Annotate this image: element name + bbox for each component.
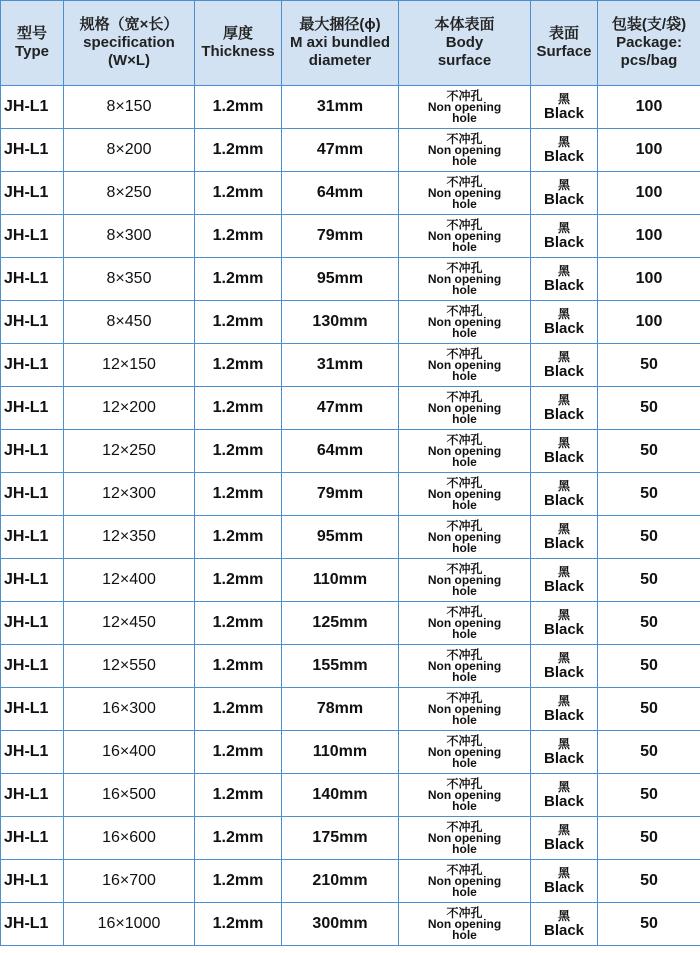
body-surface-en2: hole <box>452 927 477 942</box>
cell-type: JH-L1 <box>1 903 64 946</box>
table-row <box>1 129 700 172</box>
body-surface-en2: hole <box>452 153 477 168</box>
body-surface-cn: 不冲孔 <box>446 346 483 361</box>
cell-type: JH-L1 <box>1 645 64 688</box>
header-surface-en: Surface <box>536 43 592 60</box>
surface-color-en: Black <box>543 233 585 251</box>
cell-diameter: 125mm <box>282 602 399 645</box>
body-surface-cn: 不冲孔 <box>446 604 483 619</box>
cell-body-surface <box>399 559 531 602</box>
cell-package: 100 <box>598 301 700 344</box>
table-row <box>1 430 700 473</box>
body-surface-en1: Non opening <box>427 744 502 759</box>
body-surface-en2: hole <box>452 798 477 813</box>
table-row <box>1 473 700 516</box>
surface-color-cn: 黑 <box>557 306 570 321</box>
body-surface-en2: hole <box>452 540 477 555</box>
surface-color-cn: 黑 <box>557 865 570 880</box>
surface-color-en: Black <box>543 448 585 466</box>
body-surface-cn: 不冲孔 <box>446 217 483 232</box>
table-row <box>1 344 700 387</box>
body-surface-cn: 不冲孔 <box>446 518 483 533</box>
cell-package: 100 <box>598 86 700 129</box>
body-surface-cn: 不冲孔 <box>446 776 483 791</box>
header-surface-cn: 表面 <box>548 25 579 42</box>
cell-diameter: 140mm <box>282 774 399 817</box>
cell-spec: 16×1000 <box>64 903 195 946</box>
cell-package: 50 <box>598 344 700 387</box>
cell-type: JH-L1 <box>1 516 64 559</box>
cell-spec: 12×550 <box>64 645 195 688</box>
header-body-surface <box>399 1 531 86</box>
cell-type: JH-L1 <box>1 172 64 215</box>
cell-thickness: 1.2mm <box>195 473 282 516</box>
cell-spec: 8×350 <box>64 258 195 301</box>
cell-spec: 12×150 <box>64 344 195 387</box>
cell-package: 100 <box>598 258 700 301</box>
cell-body-surface <box>399 473 531 516</box>
cell-thickness: 1.2mm <box>195 817 282 860</box>
cell-thickness: 1.2mm <box>195 602 282 645</box>
surface-color-cn: 黑 <box>557 564 570 579</box>
cell-surface-color <box>531 215 598 258</box>
cell-diameter: 175mm <box>282 817 399 860</box>
surface-color-cn: 黑 <box>557 177 570 192</box>
header-row <box>1 1 700 86</box>
surface-color-en: Black <box>543 835 585 853</box>
cell-surface-color <box>531 774 598 817</box>
surface-color-cn: 黑 <box>557 478 570 493</box>
surface-color-cn: 黑 <box>557 908 570 923</box>
cell-spec: 12×200 <box>64 387 195 430</box>
cell-body-surface <box>399 645 531 688</box>
cell-diameter: 78mm <box>282 688 399 731</box>
header-thickness-en: Thickness <box>201 43 275 60</box>
cell-spec: 8×300 <box>64 215 195 258</box>
cell-surface-color <box>531 602 598 645</box>
cell-surface-color <box>531 473 598 516</box>
header-package-cn: 包装(支/袋) <box>611 16 687 33</box>
table-row <box>1 516 700 559</box>
body-surface-en2: hole <box>452 669 477 684</box>
cell-spec: 12×250 <box>64 430 195 473</box>
body-surface-en1: Non opening <box>427 400 502 415</box>
cell-diameter: 95mm <box>282 516 399 559</box>
cell-surface-color <box>531 860 598 903</box>
cell-diameter: 155mm <box>282 645 399 688</box>
header-spec-cn: 规格（宽×长） <box>79 16 179 33</box>
table-row <box>1 559 700 602</box>
cell-package: 50 <box>598 645 700 688</box>
cell-body-surface <box>399 430 531 473</box>
cell-surface-color <box>531 516 598 559</box>
surface-color-cn: 黑 <box>557 822 570 837</box>
surface-color-cn: 黑 <box>557 134 570 149</box>
table-row <box>1 602 700 645</box>
header-diameter <box>282 1 399 86</box>
body-surface-en2: hole <box>452 368 477 383</box>
cell-thickness: 1.2mm <box>195 645 282 688</box>
cell-body-surface <box>399 903 531 946</box>
body-surface-cn: 不冲孔 <box>446 88 483 103</box>
header-body-cn: 本体表面 <box>434 16 495 33</box>
cell-package: 50 <box>598 860 700 903</box>
cell-spec: 12×350 <box>64 516 195 559</box>
surface-color-cn: 黑 <box>557 392 570 407</box>
cell-package: 50 <box>598 430 700 473</box>
cell-package: 50 <box>598 731 700 774</box>
cell-type: JH-L1 <box>1 817 64 860</box>
cell-package: 50 <box>598 387 700 430</box>
cell-thickness: 1.2mm <box>195 258 282 301</box>
surface-color-cn: 黑 <box>557 607 570 622</box>
cell-surface-color <box>531 172 598 215</box>
table-row <box>1 258 700 301</box>
body-surface-en2: hole <box>452 755 477 770</box>
cell-spec: 8×150 <box>64 86 195 129</box>
cell-diameter: 130mm <box>282 301 399 344</box>
cell-diameter: 110mm <box>282 559 399 602</box>
surface-color-en: Black <box>543 663 585 681</box>
cell-package: 100 <box>598 129 700 172</box>
cell-body-surface <box>399 774 531 817</box>
cell-surface-color <box>531 430 598 473</box>
table-header <box>1 1 700 86</box>
body-surface-en1: Non opening <box>427 916 502 931</box>
cell-package: 50 <box>598 559 700 602</box>
body-surface-cn: 不冲孔 <box>446 389 483 404</box>
body-surface-en1: Non opening <box>427 658 502 673</box>
cell-diameter: 31mm <box>282 344 399 387</box>
table-row <box>1 645 700 688</box>
surface-color-en: Black <box>543 276 585 294</box>
cell-surface-color <box>531 344 598 387</box>
header-type-cn: 型号 <box>16 25 47 42</box>
body-surface-cn: 不冲孔 <box>446 862 483 877</box>
body-surface-cn: 不冲孔 <box>446 432 483 447</box>
body-surface-en2: hole <box>452 110 477 125</box>
cell-thickness: 1.2mm <box>195 731 282 774</box>
cell-thickness: 1.2mm <box>195 129 282 172</box>
cell-surface-color <box>531 86 598 129</box>
header-surface <box>531 1 598 86</box>
surface-color-en: Black <box>543 921 585 939</box>
body-surface-en1: Non opening <box>427 228 502 243</box>
cell-package: 50 <box>598 516 700 559</box>
cell-thickness: 1.2mm <box>195 688 282 731</box>
body-surface-en2: hole <box>452 841 477 856</box>
header-thickness <box>195 1 282 86</box>
body-surface-en1: Non opening <box>427 271 502 286</box>
cell-diameter: 47mm <box>282 387 399 430</box>
header-specification <box>64 1 195 86</box>
surface-color-cn: 黑 <box>557 736 570 751</box>
cell-spec: 16×700 <box>64 860 195 903</box>
body-surface-en1: Non opening <box>427 615 502 630</box>
cell-package: 50 <box>598 903 700 946</box>
cell-thickness: 1.2mm <box>195 516 282 559</box>
cell-type: JH-L1 <box>1 559 64 602</box>
cell-body-surface <box>399 860 531 903</box>
body-surface-cn: 不冲孔 <box>446 647 483 662</box>
surface-color-cn: 黑 <box>557 693 570 708</box>
cell-type: JH-L1 <box>1 731 64 774</box>
header-spec-en: specification <box>83 34 175 51</box>
table-row <box>1 301 700 344</box>
surface-color-en: Black <box>543 878 585 896</box>
header-type <box>1 1 64 86</box>
cell-spec: 8×250 <box>64 172 195 215</box>
cell-spec: 8×450 <box>64 301 195 344</box>
surface-color-en: Black <box>543 534 585 552</box>
surface-color-cn: 黑 <box>557 91 570 106</box>
cell-thickness: 1.2mm <box>195 301 282 344</box>
body-surface-en1: Non opening <box>427 830 502 845</box>
cell-diameter: 64mm <box>282 172 399 215</box>
cell-package: 100 <box>598 172 700 215</box>
surface-color-cn: 黑 <box>557 435 570 450</box>
cell-thickness: 1.2mm <box>195 903 282 946</box>
body-surface-en2: hole <box>452 411 477 426</box>
cell-body-surface <box>399 258 531 301</box>
surface-color-cn: 黑 <box>557 521 570 536</box>
body-surface-en1: Non opening <box>427 873 502 888</box>
body-surface-cn: 不冲孔 <box>446 733 483 748</box>
surface-color-cn: 黑 <box>557 779 570 794</box>
body-surface-en1: Non opening <box>427 357 502 372</box>
cell-spec: 8×200 <box>64 129 195 172</box>
surface-color-cn: 黑 <box>557 650 570 665</box>
table-row <box>1 86 700 129</box>
cell-package: 50 <box>598 688 700 731</box>
cell-type: JH-L1 <box>1 86 64 129</box>
cell-body-surface <box>399 688 531 731</box>
cell-spec: 16×500 <box>64 774 195 817</box>
surface-color-cn: 黑 <box>557 263 570 278</box>
cell-body-surface <box>399 344 531 387</box>
cell-spec: 12×450 <box>64 602 195 645</box>
header-diameter-en2: diameter <box>308 52 372 69</box>
body-surface-en2: hole <box>452 325 477 340</box>
cell-spec: 16×400 <box>64 731 195 774</box>
surface-color-en: Black <box>543 190 585 208</box>
cell-thickness: 1.2mm <box>195 86 282 129</box>
body-surface-cn: 不冲孔 <box>446 260 483 275</box>
cell-thickness: 1.2mm <box>195 387 282 430</box>
table-row <box>1 215 700 258</box>
header-type-en: Type <box>15 43 49 60</box>
cell-type: JH-L1 <box>1 344 64 387</box>
cell-package: 50 <box>598 817 700 860</box>
body-surface-en2: hole <box>452 239 477 254</box>
cell-type: JH-L1 <box>1 129 64 172</box>
cell-body-surface <box>399 817 531 860</box>
cell-type: JH-L1 <box>1 602 64 645</box>
cell-package: 50 <box>598 602 700 645</box>
body-surface-cn: 不冲孔 <box>446 561 483 576</box>
body-surface-en1: Non opening <box>427 142 502 157</box>
body-surface-en1: Non opening <box>427 443 502 458</box>
cell-diameter: 31mm <box>282 86 399 129</box>
header-body-en: Body <box>445 34 484 51</box>
body-surface-en1: Non opening <box>427 486 502 501</box>
surface-color-en: Black <box>543 749 585 767</box>
body-surface-en2: hole <box>452 583 477 598</box>
body-surface-en2: hole <box>452 282 477 297</box>
cell-diameter: 64mm <box>282 430 399 473</box>
surface-color-en: Black <box>543 491 585 509</box>
table-row <box>1 774 700 817</box>
cell-diameter: 79mm <box>282 473 399 516</box>
body-surface-en2: hole <box>452 497 477 512</box>
body-surface-en2: hole <box>452 626 477 641</box>
table-row <box>1 387 700 430</box>
cell-type: JH-L1 <box>1 258 64 301</box>
cell-package: 100 <box>598 215 700 258</box>
cell-thickness: 1.2mm <box>195 215 282 258</box>
table-row <box>1 860 700 903</box>
cell-spec: 12×300 <box>64 473 195 516</box>
surface-color-en: Black <box>543 792 585 810</box>
cell-body-surface <box>399 602 531 645</box>
cell-type: JH-L1 <box>1 430 64 473</box>
cell-surface-color <box>531 129 598 172</box>
surface-color-en: Black <box>543 147 585 165</box>
cell-diameter: 79mm <box>282 215 399 258</box>
body-surface-cn: 不冲孔 <box>446 174 483 189</box>
cell-package: 50 <box>598 774 700 817</box>
cell-surface-color <box>531 645 598 688</box>
cell-thickness: 1.2mm <box>195 344 282 387</box>
cell-type: JH-L1 <box>1 215 64 258</box>
cell-package: 50 <box>598 473 700 516</box>
header-diameter-en: M axi bundled <box>289 34 390 51</box>
table-row <box>1 688 700 731</box>
cell-thickness: 1.2mm <box>195 172 282 215</box>
surface-color-en: Black <box>543 405 585 423</box>
cell-thickness: 1.2mm <box>195 559 282 602</box>
cell-diameter: 47mm <box>282 129 399 172</box>
header-body-en2: surface <box>437 52 492 69</box>
header-package-en2: pcs/bag <box>620 52 678 69</box>
body-surface-en1: Non opening <box>427 572 502 587</box>
cell-body-surface <box>399 516 531 559</box>
cell-diameter: 300mm <box>282 903 399 946</box>
body-surface-en2: hole <box>452 454 477 469</box>
cell-diameter: 210mm <box>282 860 399 903</box>
cell-body-surface <box>399 731 531 774</box>
cell-body-surface <box>399 215 531 258</box>
body-surface-en1: Non opening <box>427 787 502 802</box>
surface-color-cn: 黑 <box>557 349 570 364</box>
cell-surface-color <box>531 301 598 344</box>
cell-thickness: 1.2mm <box>195 430 282 473</box>
body-surface-cn: 不冲孔 <box>446 303 483 318</box>
table-row <box>1 172 700 215</box>
cell-thickness: 1.2mm <box>195 860 282 903</box>
cell-body-surface <box>399 86 531 129</box>
table-row <box>1 731 700 774</box>
cell-body-surface <box>399 129 531 172</box>
body-surface-en2: hole <box>452 712 477 727</box>
body-surface-en1: Non opening <box>427 529 502 544</box>
body-surface-en2: hole <box>452 884 477 899</box>
body-surface-en1: Non opening <box>427 185 502 200</box>
cell-body-surface <box>399 172 531 215</box>
header-spec-en2: (W×L) <box>107 52 151 69</box>
header-thickness-cn: 厚度 <box>222 25 253 42</box>
surface-color-en: Black <box>543 706 585 724</box>
cell-spec: 12×400 <box>64 559 195 602</box>
cell-surface-color <box>531 688 598 731</box>
cell-type: JH-L1 <box>1 387 64 430</box>
body-surface-en1: Non opening <box>427 701 502 716</box>
cell-spec: 16×300 <box>64 688 195 731</box>
cell-surface-color <box>531 559 598 602</box>
cell-surface-color <box>531 817 598 860</box>
cell-type: JH-L1 <box>1 860 64 903</box>
cell-surface-color <box>531 258 598 301</box>
cell-surface-color <box>531 903 598 946</box>
body-surface-cn: 不冲孔 <box>446 131 483 146</box>
body-surface-cn: 不冲孔 <box>446 690 483 705</box>
surface-color-cn: 黑 <box>557 220 570 235</box>
table-body <box>1 86 700 946</box>
body-surface-cn: 不冲孔 <box>446 475 483 490</box>
header-package <box>598 1 700 86</box>
header-diameter-cn: 最大捆径(ϕ) <box>299 16 381 33</box>
surface-color-en: Black <box>543 362 585 380</box>
body-surface-en1: Non opening <box>427 99 502 114</box>
surface-color-en: Black <box>543 620 585 638</box>
cell-body-surface <box>399 301 531 344</box>
cell-type: JH-L1 <box>1 774 64 817</box>
cell-diameter: 110mm <box>282 731 399 774</box>
cell-thickness: 1.2mm <box>195 774 282 817</box>
surface-color-en: Black <box>543 319 585 337</box>
body-surface-en1: Non opening <box>427 314 502 329</box>
body-surface-en2: hole <box>452 196 477 211</box>
cell-body-surface <box>399 387 531 430</box>
cell-diameter: 95mm <box>282 258 399 301</box>
surface-color-en: Black <box>543 104 585 122</box>
cell-type: JH-L1 <box>1 301 64 344</box>
cell-surface-color <box>531 387 598 430</box>
cell-type: JH-L1 <box>1 688 64 731</box>
table-row <box>1 817 700 860</box>
body-surface-cn: 不冲孔 <box>446 905 483 920</box>
surface-color-en: Black <box>543 577 585 595</box>
body-surface-cn: 不冲孔 <box>446 819 483 834</box>
header-package-en: Package: <box>616 34 682 51</box>
cell-type: JH-L1 <box>1 473 64 516</box>
cell-spec: 16×600 <box>64 817 195 860</box>
cell-surface-color <box>531 731 598 774</box>
table-row <box>1 903 700 946</box>
